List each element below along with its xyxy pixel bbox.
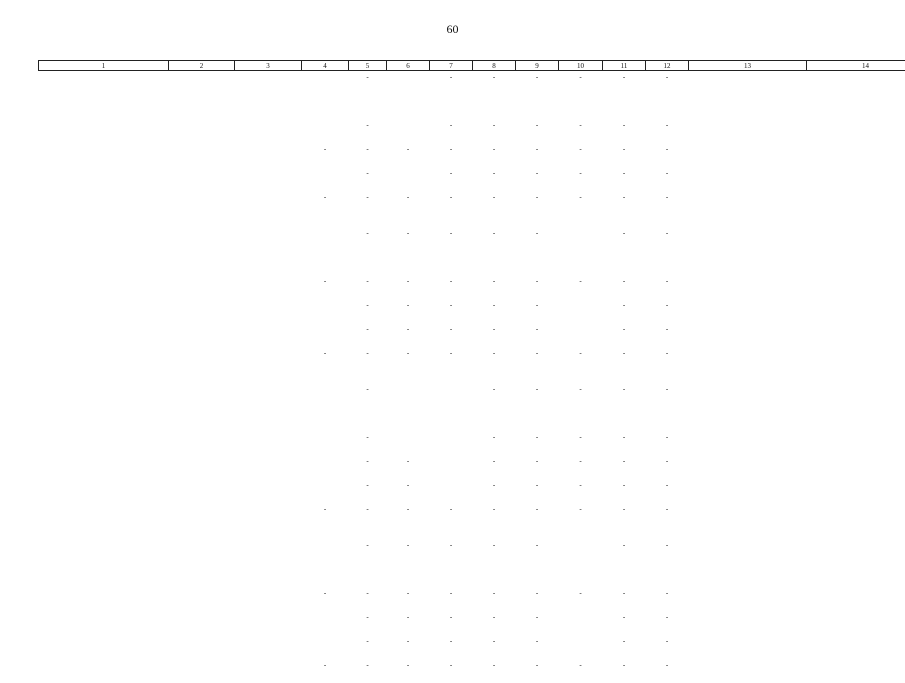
responsible-agency — [169, 71, 235, 216]
funding-value: - — [516, 587, 559, 611]
funding-value: - — [559, 659, 603, 683]
funding-value: - — [349, 191, 387, 215]
funding-value: - — [430, 143, 473, 167]
funding-value: - — [603, 455, 646, 479]
funding-value: - — [349, 587, 387, 611]
funding-value: - — [349, 611, 387, 635]
funding-value: - — [516, 635, 559, 659]
target-indicator — [807, 71, 905, 216]
funding-value: - — [387, 191, 430, 215]
expected-result — [689, 227, 807, 371]
block-spacer-cell — [39, 215, 905, 227]
column-number: 7 — [430, 61, 473, 71]
funding-value: - — [349, 503, 387, 527]
funding-value: - — [430, 191, 473, 215]
funding-value: - — [646, 275, 689, 299]
column-number-row — [39, 61, 905, 71]
funding-value — [349, 251, 387, 275]
funding-value: - — [387, 299, 430, 323]
funding-source-label — [235, 323, 302, 347]
funding-row — [39, 227, 905, 251]
funding-value: - — [302, 659, 349, 683]
funding-value: - — [473, 347, 516, 371]
funding-value: - — [349, 167, 387, 191]
funding-value: - — [603, 503, 646, 527]
measure-title — [39, 227, 169, 371]
funding-value: - — [603, 347, 646, 371]
funding-value — [430, 251, 473, 275]
funding-value: - — [430, 503, 473, 527]
funding-value: - — [559, 71, 603, 96]
funding-value: - — [349, 383, 387, 407]
funding-value: - — [516, 119, 559, 143]
funding-value: - — [603, 587, 646, 611]
funding-value: - — [473, 227, 516, 251]
funding-value: - — [473, 587, 516, 611]
funding-value: - — [603, 167, 646, 191]
funding-value — [646, 95, 689, 119]
funding-value — [387, 407, 430, 431]
funding-value: - — [646, 455, 689, 479]
responsible-agency — [169, 383, 235, 527]
funding-value — [646, 407, 689, 431]
funding-value: - — [349, 119, 387, 143]
block-spacer — [39, 371, 905, 383]
funding-source-label — [235, 455, 302, 479]
program-table — [38, 60, 905, 683]
column-number: 3 — [235, 61, 302, 71]
column-number: 10 — [559, 61, 603, 71]
funding-value: - — [387, 587, 430, 611]
funding-value — [559, 95, 603, 119]
funding-value: - — [516, 455, 559, 479]
column-number: 4 — [302, 61, 349, 71]
funding-value — [603, 407, 646, 431]
funding-value: - — [387, 659, 430, 683]
funding-value — [430, 563, 473, 587]
funding-value: - — [387, 227, 430, 251]
funding-value: - — [646, 119, 689, 143]
funding-value — [430, 455, 473, 479]
funding-row — [39, 539, 905, 563]
funding-value: - — [516, 275, 559, 299]
funding-value: - — [349, 323, 387, 347]
funding-value — [430, 479, 473, 503]
funding-value: - — [559, 119, 603, 143]
funding-value — [387, 251, 430, 275]
funding-value: - — [349, 659, 387, 683]
funding-value: - — [646, 299, 689, 323]
funding-value — [516, 251, 559, 275]
expected-result — [689, 539, 807, 683]
funding-value — [430, 383, 473, 407]
funding-source-label — [235, 407, 302, 431]
funding-source-label — [235, 635, 302, 659]
funding-value: - — [559, 503, 603, 527]
funding-value — [302, 611, 349, 635]
funding-source-label — [235, 659, 302, 683]
funding-value: - — [387, 143, 430, 167]
funding-value: - — [387, 635, 430, 659]
funding-source-label — [235, 503, 302, 527]
funding-value: - — [473, 455, 516, 479]
funding-source-label — [235, 431, 302, 455]
column-number: 6 — [387, 61, 430, 71]
funding-value: - — [559, 587, 603, 611]
funding-value: - — [473, 299, 516, 323]
funding-value: - — [387, 539, 430, 563]
funding-value — [302, 431, 349, 455]
funding-value: - — [473, 611, 516, 635]
funding-value: - — [646, 539, 689, 563]
funding-source-label — [235, 119, 302, 143]
funding-value: - — [349, 635, 387, 659]
funding-value: - — [430, 299, 473, 323]
funding-value: - — [516, 431, 559, 455]
funding-value: - — [302, 347, 349, 371]
funding-value — [302, 95, 349, 119]
funding-value — [387, 119, 430, 143]
funding-value: - — [603, 119, 646, 143]
funding-value: - — [430, 635, 473, 659]
funding-value: - — [302, 143, 349, 167]
funding-value — [559, 407, 603, 431]
funding-value — [302, 167, 349, 191]
funding-value: - — [559, 431, 603, 455]
funding-value: - — [473, 167, 516, 191]
column-number: 11 — [603, 61, 646, 71]
funding-value: - — [302, 275, 349, 299]
funding-value — [559, 539, 603, 563]
funding-value: - — [473, 119, 516, 143]
funding-row — [39, 71, 905, 96]
funding-value: - — [559, 455, 603, 479]
page-number: 60 — [0, 22, 905, 37]
funding-value: - — [603, 275, 646, 299]
funding-value: - — [430, 347, 473, 371]
funding-value: - — [430, 227, 473, 251]
column-number: 8 — [473, 61, 516, 71]
funding-value: - — [603, 383, 646, 407]
funding-value: - — [473, 383, 516, 407]
funding-value: - — [349, 299, 387, 323]
funding-value: - — [349, 479, 387, 503]
funding-value: - — [349, 455, 387, 479]
funding-value: - — [646, 167, 689, 191]
funding-value: - — [516, 323, 559, 347]
block-spacer — [39, 215, 905, 227]
block-spacer-cell — [39, 527, 905, 539]
funding-value — [302, 563, 349, 587]
funding-value: - — [473, 323, 516, 347]
funding-row — [39, 383, 905, 407]
funding-value: - — [559, 191, 603, 215]
funding-value — [559, 323, 603, 347]
funding-source-label — [235, 563, 302, 587]
funding-value: - — [646, 503, 689, 527]
column-number: 9 — [516, 61, 559, 71]
funding-value: - — [387, 275, 430, 299]
funding-value: - — [473, 479, 516, 503]
funding-value — [302, 539, 349, 563]
funding-value: - — [349, 431, 387, 455]
funding-value: - — [646, 323, 689, 347]
funding-value — [302, 119, 349, 143]
funding-value: - — [516, 299, 559, 323]
funding-value — [430, 95, 473, 119]
funding-source-label — [235, 275, 302, 299]
funding-value: - — [603, 635, 646, 659]
funding-source-label — [235, 347, 302, 371]
funding-value — [516, 95, 559, 119]
funding-value: - — [516, 383, 559, 407]
funding-value: - — [387, 323, 430, 347]
funding-value: - — [473, 143, 516, 167]
funding-value: - — [516, 503, 559, 527]
funding-value: - — [646, 611, 689, 635]
funding-value: - — [349, 143, 387, 167]
funding-value: - — [559, 275, 603, 299]
funding-value: - — [473, 503, 516, 527]
responsible-agency — [169, 227, 235, 371]
funding-source-label — [235, 383, 302, 407]
funding-value: - — [516, 347, 559, 371]
funding-value: - — [430, 659, 473, 683]
funding-value: - — [559, 143, 603, 167]
funding-value — [516, 407, 559, 431]
funding-value: - — [430, 167, 473, 191]
funding-source-label — [235, 587, 302, 611]
funding-value: - — [646, 659, 689, 683]
funding-value: - — [349, 347, 387, 371]
funding-value — [559, 227, 603, 251]
funding-value — [302, 383, 349, 407]
funding-value: - — [516, 611, 559, 635]
column-number: 12 — [646, 61, 689, 71]
funding-value: - — [646, 635, 689, 659]
funding-value: - — [516, 659, 559, 683]
funding-value: - — [646, 431, 689, 455]
funding-value: - — [646, 383, 689, 407]
funding-value — [349, 563, 387, 587]
funding-value: - — [349, 71, 387, 96]
funding-value — [430, 431, 473, 455]
funding-value: - — [603, 431, 646, 455]
funding-value — [603, 95, 646, 119]
funding-value — [349, 407, 387, 431]
funding-value — [387, 71, 430, 96]
funding-value: - — [646, 347, 689, 371]
funding-value: - — [603, 479, 646, 503]
funding-value — [603, 251, 646, 275]
funding-value: - — [559, 479, 603, 503]
funding-value: - — [430, 539, 473, 563]
funding-value: - — [516, 539, 559, 563]
column-number: 13 — [689, 61, 807, 71]
funding-value — [430, 407, 473, 431]
block-spacer — [39, 527, 905, 539]
funding-source-label — [235, 95, 302, 119]
funding-source-label — [235, 479, 302, 503]
funding-value — [646, 251, 689, 275]
funding-value: - — [603, 659, 646, 683]
funding-value — [302, 407, 349, 431]
funding-value: - — [559, 347, 603, 371]
funding-value — [387, 167, 430, 191]
funding-value: - — [349, 227, 387, 251]
funding-value: - — [516, 143, 559, 167]
target-indicator — [807, 227, 905, 371]
funding-value — [473, 95, 516, 119]
funding-source-label — [235, 251, 302, 275]
funding-value — [387, 563, 430, 587]
funding-value: - — [473, 71, 516, 96]
funding-value: - — [603, 323, 646, 347]
funding-value — [349, 95, 387, 119]
funding-value: - — [349, 275, 387, 299]
funding-value — [387, 431, 430, 455]
funding-value: - — [473, 431, 516, 455]
target-indicator — [807, 383, 905, 527]
column-number: 14 — [807, 61, 905, 71]
column-number: 2 — [169, 61, 235, 71]
funding-value — [302, 635, 349, 659]
measure-title — [39, 383, 169, 527]
funding-value: - — [646, 191, 689, 215]
funding-value: - — [646, 479, 689, 503]
funding-value: - — [516, 71, 559, 96]
funding-value — [516, 563, 559, 587]
funding-value — [646, 563, 689, 587]
funding-source-label — [235, 71, 302, 96]
funding-source-label — [235, 227, 302, 251]
column-number: 5 — [349, 61, 387, 71]
funding-value: - — [430, 611, 473, 635]
funding-value: - — [646, 143, 689, 167]
funding-value: - — [473, 191, 516, 215]
funding-value: - — [646, 71, 689, 96]
funding-value: - — [387, 455, 430, 479]
funding-value — [302, 323, 349, 347]
funding-value — [603, 563, 646, 587]
funding-value: - — [473, 635, 516, 659]
funding-value: - — [603, 611, 646, 635]
column-number: 1 — [39, 61, 169, 71]
funding-value: - — [473, 539, 516, 563]
measure-title — [39, 71, 169, 216]
funding-value: - — [603, 71, 646, 96]
funding-value: - — [302, 587, 349, 611]
funding-value: - — [473, 659, 516, 683]
target-indicator — [807, 539, 905, 683]
funding-value — [473, 563, 516, 587]
block-spacer-cell — [39, 371, 905, 383]
funding-source-label — [235, 191, 302, 215]
funding-value: - — [516, 191, 559, 215]
funding-value — [559, 299, 603, 323]
funding-value: - — [430, 71, 473, 96]
funding-value: - — [387, 479, 430, 503]
funding-value — [387, 95, 430, 119]
expected-result — [689, 383, 807, 527]
funding-value: - — [646, 587, 689, 611]
funding-value — [473, 407, 516, 431]
funding-value — [559, 563, 603, 587]
funding-source-label — [235, 167, 302, 191]
funding-value: - — [603, 143, 646, 167]
funding-value — [302, 251, 349, 275]
funding-value — [559, 635, 603, 659]
funding-value — [559, 251, 603, 275]
funding-value: - — [559, 383, 603, 407]
funding-value: - — [387, 611, 430, 635]
funding-value: - — [603, 191, 646, 215]
funding-value: - — [603, 299, 646, 323]
measure-title — [39, 539, 169, 683]
funding-value: - — [473, 275, 516, 299]
funding-value: - — [646, 227, 689, 251]
funding-value — [302, 71, 349, 96]
funding-value — [302, 299, 349, 323]
funding-value: - — [603, 227, 646, 251]
funding-value: - — [516, 227, 559, 251]
funding-value: - — [349, 539, 387, 563]
funding-value: - — [516, 479, 559, 503]
funding-value — [473, 251, 516, 275]
funding-source-label — [235, 299, 302, 323]
funding-value: - — [387, 347, 430, 371]
funding-source-label — [235, 611, 302, 635]
funding-value: - — [603, 539, 646, 563]
funding-value — [387, 383, 430, 407]
funding-value: - — [302, 191, 349, 215]
funding-value — [302, 455, 349, 479]
funding-value — [559, 611, 603, 635]
funding-value — [302, 479, 349, 503]
expected-result — [689, 71, 807, 216]
funding-value: - — [430, 587, 473, 611]
funding-value — [302, 227, 349, 251]
funding-value: - — [430, 323, 473, 347]
funding-value: - — [302, 503, 349, 527]
funding-value: - — [516, 167, 559, 191]
funding-source-label — [235, 539, 302, 563]
funding-value: - — [387, 503, 430, 527]
responsible-agency — [169, 539, 235, 683]
funding-value: - — [559, 167, 603, 191]
funding-source-label — [235, 143, 302, 167]
funding-value: - — [430, 275, 473, 299]
funding-value: - — [430, 119, 473, 143]
